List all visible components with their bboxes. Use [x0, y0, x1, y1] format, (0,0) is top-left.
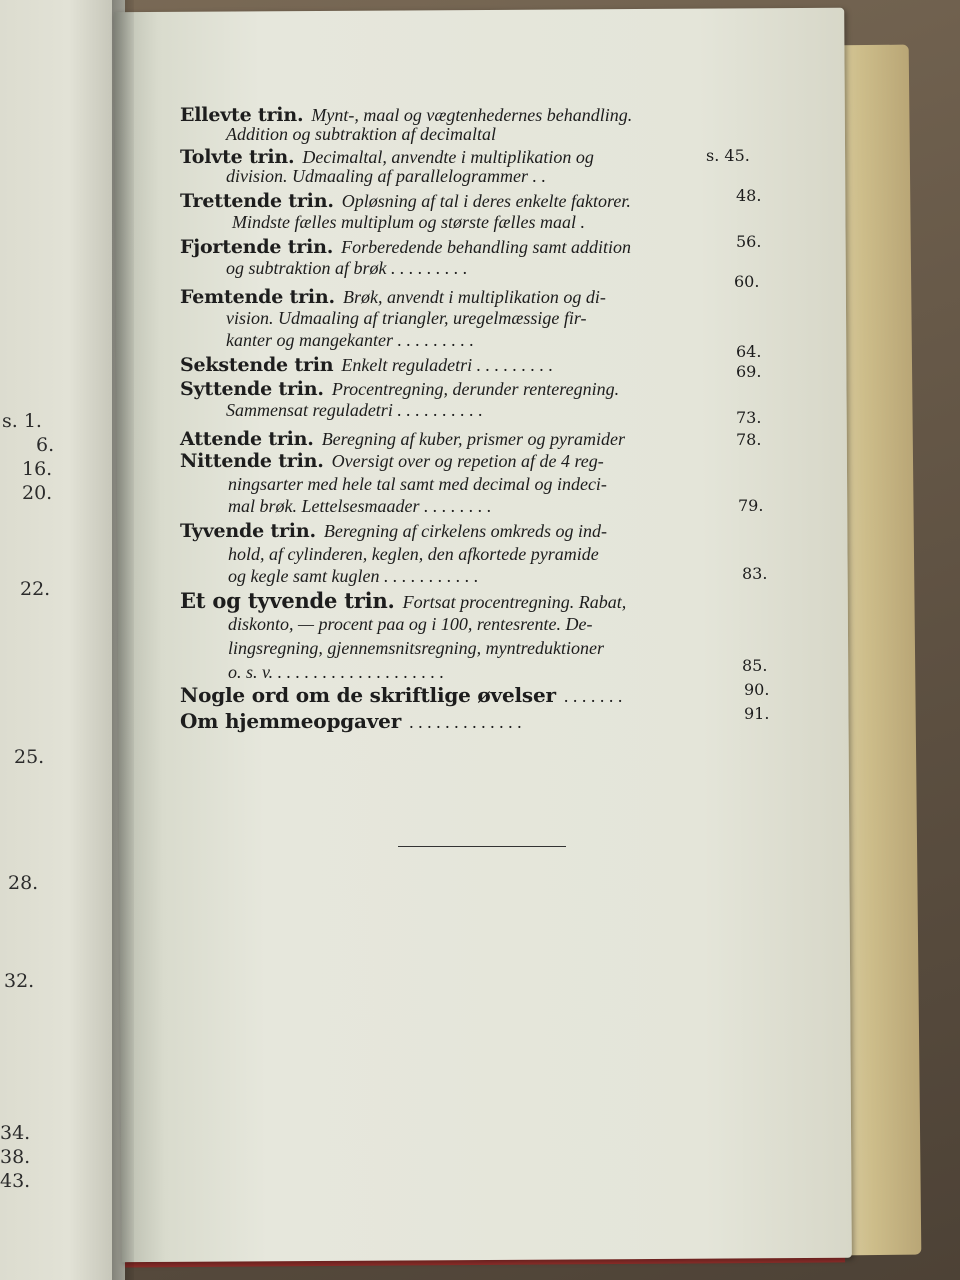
- toc-entry-continuation: og kegle samt kuglen . . . . . . . . . . .: [228, 566, 479, 586]
- toc-page-number: 60.: [734, 272, 760, 291]
- toc-entry-continuation: division. Udmaaling af parallelogrammer . .: [226, 166, 546, 186]
- toc-entry-continuation: mal brøk. Lettelsesmaader . . . . . . . .: [228, 496, 492, 516]
- toc-entry-description: Enkelt reguladetri . . . . . . . . .: [341, 355, 554, 375]
- toc-entry-heading: Syttende trin.: [180, 378, 324, 400]
- toc-entry-continuation: Mindste fælles multiplum og største fælles maal .: [232, 212, 586, 232]
- toc-entry-continuation: Addition og subtraktion af decimaltal: [226, 124, 496, 144]
- toc-page-number: 73.: [736, 408, 762, 427]
- left-page-number: 43.: [0, 1170, 31, 1192]
- toc-page-number: s. 45.: [706, 146, 750, 165]
- left-page-number: s. 1.: [2, 410, 42, 432]
- toc-entry-continuation: lingsregning, gjennemsnitsregning, myntreduktioner: [228, 638, 604, 658]
- toc-entry-description: Procentregning, derunder renteregning.: [331, 379, 620, 399]
- toc-entry: [180, 236, 770, 259]
- toc-entry-continuation: og subtraktion af brøk . . . . . . . . .: [226, 258, 468, 278]
- divider-rule: [398, 846, 566, 847]
- toc-entry-heading: Ellevte trin.: [180, 104, 304, 126]
- book-gutter: [112, 0, 134, 1280]
- toc-entry: [180, 684, 770, 708]
- left-page-number: 16.: [22, 458, 53, 480]
- left-page-number: 34.: [0, 1122, 31, 1144]
- toc-page-number: 48.: [736, 186, 762, 205]
- left-page-number: 28.: [8, 872, 39, 894]
- toc-entry-description: Fortsat procentregning. Rabat,: [402, 592, 627, 612]
- toc-entry-heading: Nogle ord om de skriftlige øvelser: [180, 683, 556, 707]
- toc-entry-heading: Attende trin.: [180, 428, 314, 450]
- toc-entry-continuation: vision. Udmaaling af triangler, uregelmæssige fir-: [226, 308, 587, 328]
- toc-entry-heading: Sekstende trin: [180, 354, 334, 376]
- toc-entry: [180, 190, 770, 213]
- toc-entry-description: Decimaltal, anvendte i multiplikation og: [302, 147, 594, 167]
- toc-entry-heading: Tolvte trin.: [180, 146, 295, 168]
- toc-entry: [180, 710, 770, 734]
- toc-page-number: 85.: [742, 656, 768, 675]
- toc-entry-continuation: diskonto, — procent paa og i 100, rentesrente. De-: [228, 614, 593, 634]
- toc-entry-description: Brøk, anvendt i multiplikation og di-: [342, 287, 606, 307]
- toc-entry-heading: Tyvende trin.: [180, 520, 316, 542]
- toc-entry-description: Mynt-, maal og vægtenhedernes behandling.: [311, 105, 633, 125]
- toc-entry-continuation: kanter og mangekanter . . . . . . . . .: [226, 330, 474, 350]
- toc-page-number: 56.: [736, 232, 762, 251]
- toc-entry: [180, 286, 770, 309]
- toc-entry-heading: Trettende trin.: [180, 190, 334, 212]
- toc-page-number: 69.: [736, 362, 762, 381]
- toc-entry-continuation: Sammensat reguladetri . . . . . . . . . .: [226, 400, 483, 420]
- toc-entry: [180, 428, 770, 451]
- toc-page-number: 91.: [744, 704, 770, 723]
- toc-page-number: 64.: [736, 342, 762, 361]
- toc-entry: [180, 590, 770, 614]
- toc-entry-continuation: hold, af cylinderen, keglen, den afkortede pyramide: [228, 544, 599, 564]
- toc-entry-description: Beregning af kuber, prismer og pyramider: [321, 429, 625, 449]
- toc-page-number: 90.: [744, 680, 770, 699]
- left-page-number: 6.: [36, 434, 55, 456]
- toc-entry-description: Oversigt over og repetion af de 4 reg-: [331, 451, 604, 471]
- left-page-number: 32.: [4, 970, 35, 992]
- toc-entry-heading: Fjortende trin.: [180, 236, 334, 258]
- toc-entry-leader: . . . . . . .: [563, 686, 623, 706]
- toc-entry-leader: . . . . . . . . . . . . .: [409, 712, 522, 732]
- left-page-number: 20.: [22, 482, 53, 504]
- toc-entry: [180, 378, 770, 401]
- toc-entry-heading: Om hjemmeopgaver: [180, 709, 402, 733]
- toc-entry: [180, 354, 770, 377]
- toc-page-number: 79.: [738, 496, 764, 515]
- toc-entry-continuation: o. s. v. . . . . . . . . . . . . . . . . . . .: [228, 662, 445, 682]
- toc-entry-description: Forberedende behandling samt addition: [341, 237, 631, 257]
- toc-entry-heading: Femtende trin.: [180, 286, 335, 308]
- toc-entry-continuation: ningsarter med hele tal samt med decimal og indeci-: [228, 474, 607, 494]
- left-page-number: 25.: [14, 746, 45, 768]
- toc-entry-description: Beregning af cirkelens omkreds og ind-: [323, 521, 607, 541]
- toc-entry: [180, 520, 770, 543]
- toc-entry-heading: Et og tyvende trin.: [180, 588, 395, 613]
- toc-page-number: 78.: [736, 430, 762, 449]
- left-page-number: 22.: [20, 578, 51, 600]
- toc-entry-description: Opløsning af tal i deres enkelte faktorer.: [341, 191, 631, 211]
- left-page-number: 38.: [0, 1146, 31, 1168]
- left-page: [0, 0, 125, 1280]
- toc-entry-heading: Nittende trin.: [180, 450, 324, 472]
- toc-page-number: 83.: [742, 564, 768, 583]
- toc-entry: [180, 450, 770, 473]
